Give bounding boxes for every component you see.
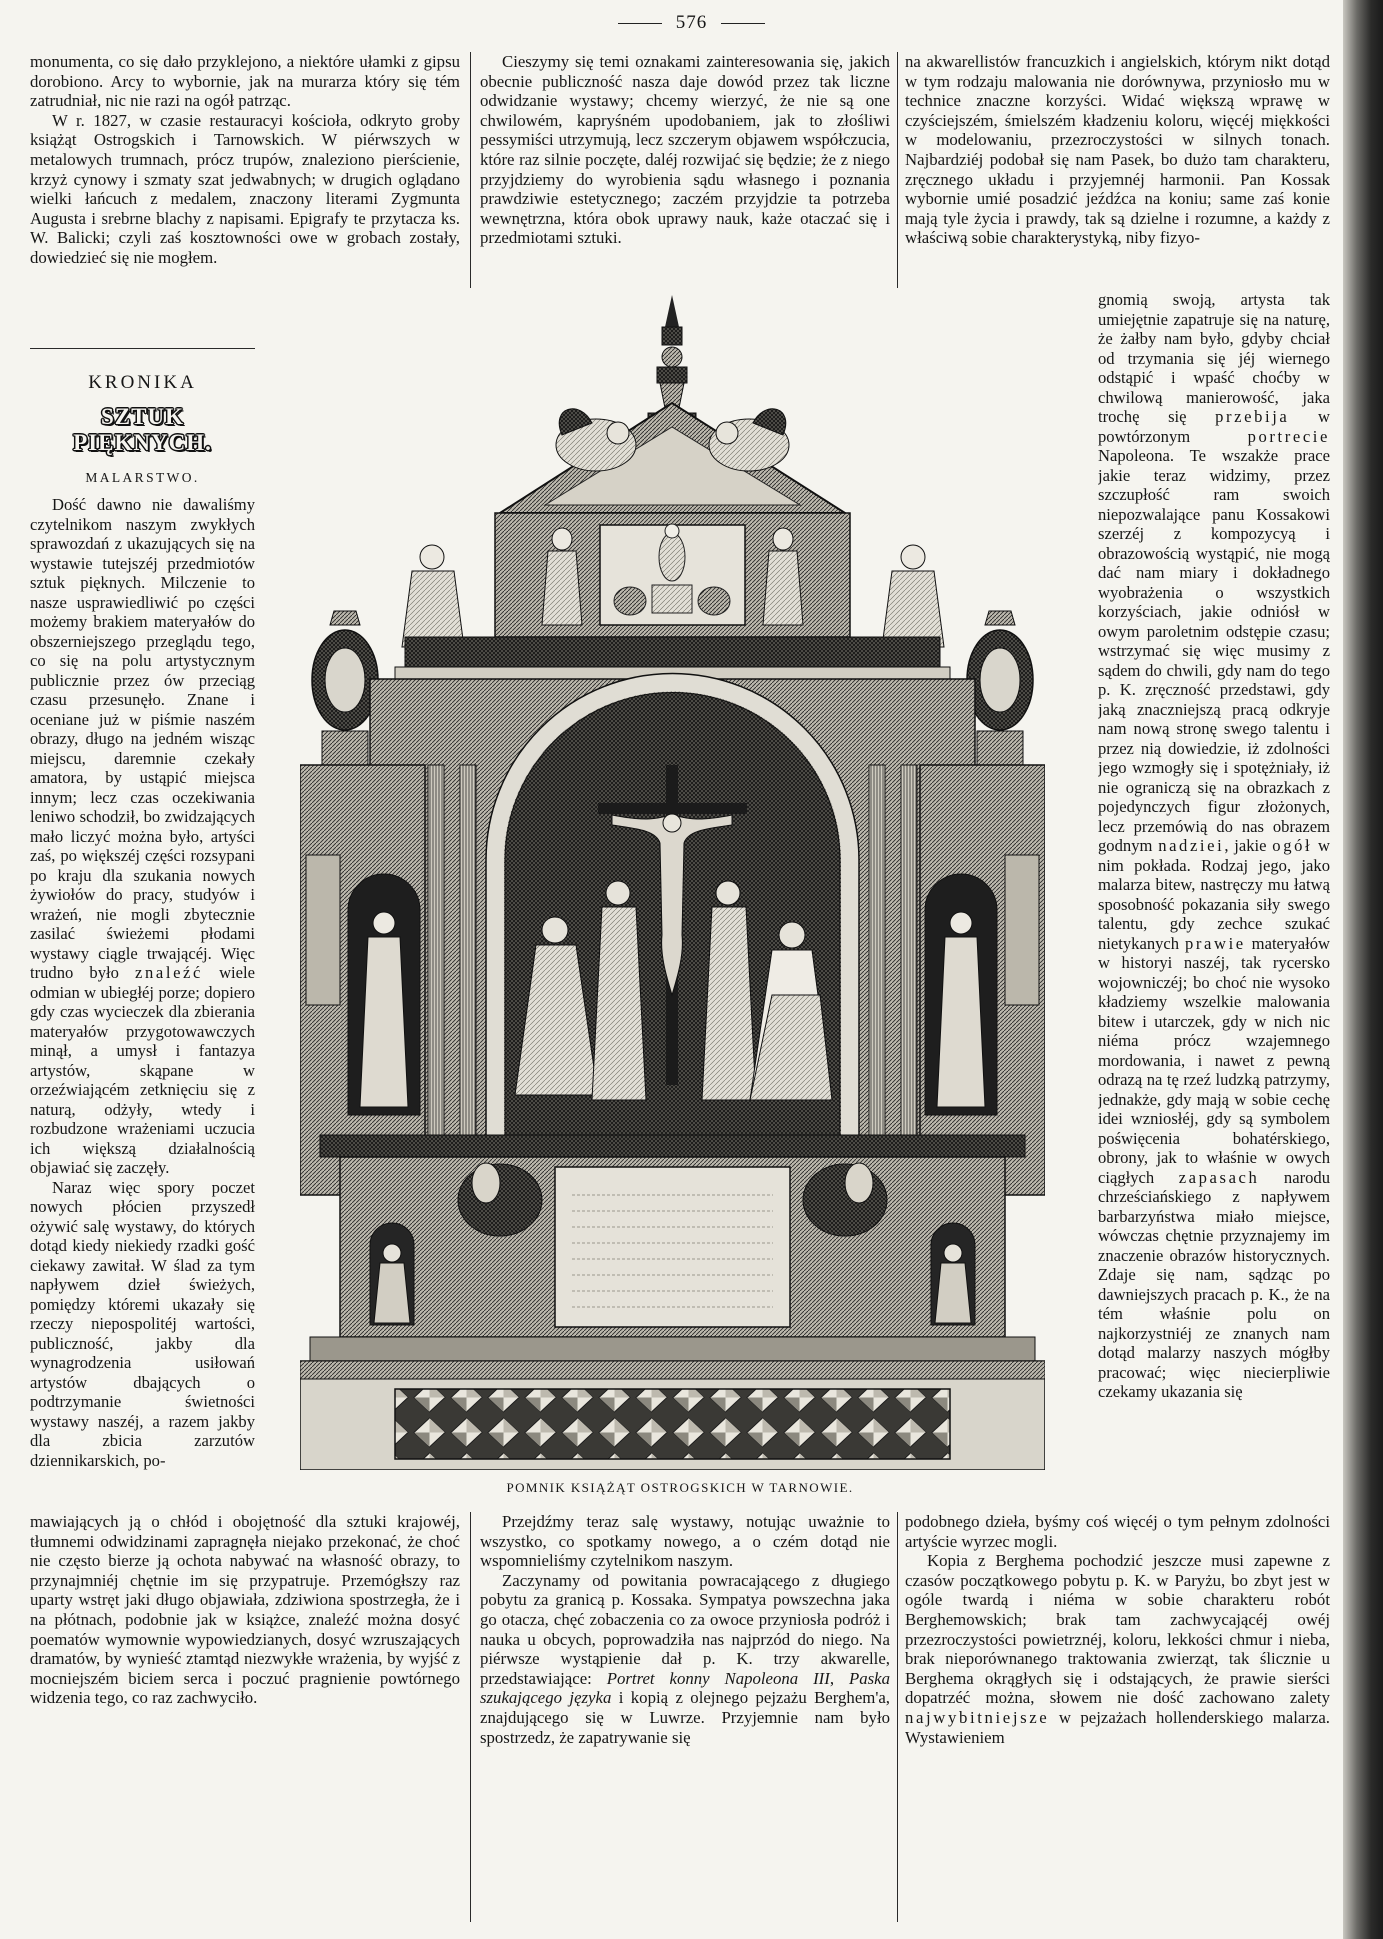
page-number: 576 [675, 12, 708, 33]
text-run: narodu chrześciańskiego z napływem barbarzyństwa miało miejsce, wówczas chętnie przyznajemy im znaczenie obrazów historycznych. Zdaje się nam, sądząc po dawniejszych pracach p. K., że na tém właśnie polu on najkorzystniéj ze znanych nam dotąd malarzy naszych mógłby pracować; więc niecierpliwie czekamy ukazania się [1098, 1167, 1330, 1401]
spaced-emphasis: nadziei [1158, 836, 1225, 855]
binding-gutter-shadow [1343, 0, 1383, 1939]
column-top-middle [480, 52, 890, 288]
base-cornice [310, 1337, 1035, 1361]
text-run: , jakie [1224, 836, 1273, 855]
text-run: gnomią swoją, artysta tak umiejętnie zapatruje się na naturę, że żałby nam było, gdyby chciał od trzymania się jéj wiernego odstąpić i wpaść choćby w chwilową manierowość, jaka trochę się [1098, 290, 1330, 426]
page-number-dash [721, 23, 765, 24]
spaced-emphasis: przebija [1215, 407, 1290, 426]
inscription-tablet [555, 1167, 790, 1327]
column-rule [470, 1512, 471, 1922]
paragraph [30, 1178, 255, 1471]
statue-cornice-right [882, 545, 944, 647]
text-run: materyałów w historyi naszéj, tak rycersko wojowniczéj; bo choć nie wysoko kładziemy wszelkie malowania bitew i utarczek, gdy w nich nic niéma prócz wzajemnego mordowania, i nawet z pewną odrazą na tę rzeź ludzką patrzymy, jednakże, gdy mają w sobie cechę idei wzniosłéj, gdy są symbolem poświęcenia bohatérskiego, obrony, jak to właśnie w owych ciągłych [1098, 933, 1330, 1187]
column-shaft [428, 765, 444, 1135]
column-top-right [905, 52, 1330, 288]
text-run: Przejdźmy teraz salę wystawy, notując uważnie to wszystko, co spotkamy nowego, a o czém dotąd nie wspomnieliśmy czytelnikom naszym. [480, 1512, 890, 1571]
column-shaft [869, 765, 885, 1135]
cherub-left [556, 409, 636, 471]
text-run: Napoleona. Te wszakże prace jakie teraz widzimy, przez szczupłość ram swoich niepozwalające panu Kossakowi szerzéj z kompozycyą i obrazowością wystąpić, nie mogą dać nam miary i dokładnego wyobrażenia o wszystkich korzyściach, jakie odniósł w owym paroletnim odstępie czasu; wstrzymać się więc musimy z sądem do chwili, gdy nam do tego p. K. zręczność przedstawi, gdy jaką znaczniejszą pracą odkryje nam nową stronę swego talentu i przez nią dowiedzie, iż zdolności jego wzmogły się i spotężniały, iż nie ograniczą się na obrazkach z pojedynczych figur złożonych, lecz przemówią do nas obrazem godnym [1098, 446, 1330, 855]
text-run: mawiających ją o chłód i obojętność dla sztuki krajowéj, tłumnemi odwidzinami zapragnęła niejako przekonać, że choć nie często bierze ją ochota nabywać na własność obrazy, to przynajmniéj chętnie im się przypatruje. Przemógłszy raz uparty wstręt jaki długo objawiała, zdziwiona spostrzegła, że i na płótnach, podobnie jak w książce, znaleźć można dosyć poematów wymownie wypowiedzianych, dosyć wzruszających dramatów, by wynieść ztamtąd niezwykłe wrażenia, by wyjść z mocniejszém biciem serca i poczuć pragnienie powtórnego widzenia tego, co raz zachwyciło. [30, 1512, 460, 1708]
paragraph [1098, 290, 1330, 1402]
paragraph [30, 1512, 460, 1708]
middle-cornice [320, 1135, 1025, 1157]
paragraph [905, 1551, 1330, 1747]
statue-lower-right [931, 1223, 975, 1325]
text-run: , [829, 1668, 849, 1688]
text-run: wiele odmian w ubiegłéj porze; dopiero gdy czas wycieczek dla zbierania materyałów przygotowawczych minął, a umysł i fantazya artystów, skąpane w orzeźwiającém zetknięciu się z naturą, odżyły, wtedy i rozbudzone wrażeniami uczucia ich większą działalnością objawiać się zaczęły. [30, 963, 255, 1177]
section-rule [30, 348, 255, 349]
paragraph [480, 1512, 890, 1571]
text-run: Kopia z Berghema pochodzić jeszcze musi zapewne z czasów początkowego pobytu p. K. w Paryżu, bo zbyt jest w ogóle twardą i niéma w sobie charakteru robót Berghemowskich; brak tam zachwycającéj owéj przezroczystości powietrznéj, koloru, lekkości chmur i nieba, brak nieporównanego traktowania zwierząt, tak ślicznie u Berghema okrągłych się i odstających, że prawie sierści dopatrzéć można, słowem nie dość zachowano zalety [905, 1551, 1330, 1708]
text-run: na akwarellistów francuzkich i angielskich, którym nikt dotąd w tym rodzaju malowania nie dorównywa, przyniosło mu w technice znaczne korzyści. Widać większą wprawę w czyściejszém, śmielszém kładzeniu koloru, więcéj miękkości w modelowaniu, przezroczystości w silnych tonach. Najbardziéj podobał się nam Pasek, bo dużo tam charakteru, zręcznego układu i przyjemnéj harmonii. Pan Kossak wybornie umié posadzić jeźdźca na koniu; same zaś konie mają tyle życia i prawdy, tak są dzielne i rozumne, a każdy z właściwą sobie charakterystyką, niby fizyo- [905, 52, 1330, 248]
text-run: w nim pokłada. Rodzaj jego, jako malarza bitew, nastręczy mu łatwą sposobność pokazania siły swego talentu, gdy zechce szukać nietykanych [1098, 836, 1330, 953]
spaced-emphasis: najwybitniejsze [905, 1707, 1050, 1727]
paragraph [30, 52, 460, 111]
column-rule [897, 52, 898, 288]
side-plaque-left [306, 855, 340, 1005]
resurrection-relief [600, 524, 745, 625]
text-run: Zaczynamy od powitania powracającego z długiego pobytu za granicą p. Kossaka. Sympatya powszechna jaka go otacza, chęć zobaczenia co za owoce przyniosła podróż i nauka u obcych, poprowadziła nas najprzód do niego. Na piérwsze wystąpienie dał p. K. trzy akwarelle, przedstawiające: [480, 1570, 890, 1688]
text-run: W r. 1827, w czasie restauracyi kościoła, odkryto groby książąt Ostrogskich i Tarnowskich. W piérwszych w metalowych trumnach, prócz trupów, znaleziono pierścienie, krzyż cynowy i szmaty szat jedwabnych; w drugich oglądano wielki łańcuch z medalem, znaczony literami Zygmunta Augusta i srebrne blachy z napisami. Epigrafy te przytacza ks. W. Balicki; czyli zaś kosztowności owe w grobach zostały, dowiedzieć się nie mogłem. [30, 110, 460, 267]
plinth-molding [300, 1361, 1045, 1379]
plinth-studded-band [395, 1389, 950, 1459]
upper-entablature [405, 637, 940, 667]
column-rule [897, 1512, 898, 1922]
column-right-narrow [1098, 290, 1330, 1500]
side-plaque-right [1005, 855, 1039, 1005]
text-run: Cieszymy się temi oznakami zainteresowania się, jakich obecnie publiczność nasza daje dowód przez tak liczne odwidzanie wystawy; chcemy wierzyć, że nie są one chwilowém, kapryśném upodobaniem, jak to złośliwi pessymiści utrzymują, lecz szczerym objawem współczucia, które raz silnie poczęte, daléj rozwijać się będzie; że z niego przyjdziemy do wyrobienia sądu własnego i poznania prawdziwie estetycznego; zaczém przyjdzie ta potrzeba wewnętrzna, która obok uprawy nauk, każe otaczać się i przedmiotami sztuki. [480, 52, 890, 248]
column-shaft [460, 765, 476, 1135]
page-number-dash [618, 23, 662, 24]
statue-cornice-left [402, 545, 464, 647]
sculpture-horse-right [803, 1163, 887, 1236]
column-shaft [901, 765, 917, 1135]
spaced-emphasis: prawie [1185, 933, 1246, 953]
text-run: i kopią z olejnego pejzażu Berghem'a, znajdującego się w Luwrze. Przyjemnie nam było spostrzedz, że zapatrywanie się [480, 1688, 890, 1747]
cherub-right [709, 409, 789, 471]
paragraph [905, 1512, 1330, 1551]
paragraph [480, 52, 890, 248]
paragraph [480, 1571, 890, 1747]
column-left-narrow [30, 495, 255, 1470]
text-run: Dość dawno nie dawaliśmy czytelnikom naszym zwykłych sprawozdań z ukazujących się na wystawie tutejszéj przedmiotów sztuk pięknych. Milczenie to nasze usprawiedliwić po części możemy brakiem materyałów do obszerniejszego przeglądu tego, co się na polu artystycznym publicznie przez ów przeciąg czasu przesunęło. Znane i oceniane już w piśmie naszém obrazy, długo na jedném wisząc miejscu, daremnie czekały amatora, by ustąpić miejsca innym; lecz czas oczekiwania leniwo schodził, bo zwidzających mało liczyć można było, artyści zaś, po większéj części rozsypani po kraju dla szukania nowych żywiołów do pracy, studyów i wrażeń, nie mogli zbytecznie zasilać świeżemi płodami wystawy ciągle trwającéj. Więc trudno było [30, 495, 255, 982]
column-bottom-right [905, 1512, 1330, 1925]
heraldic-shield-left [312, 611, 378, 771]
paragraph [30, 111, 460, 268]
paragraph [30, 495, 255, 1178]
italic-title: Portret konny Napoleona III [606, 1668, 830, 1688]
sculpture-horse-left [458, 1163, 542, 1236]
text-run: w powtórzonym [1098, 407, 1330, 446]
monument-engraving [300, 295, 1045, 1470]
column-rule [470, 52, 471, 288]
section-subhead: MALARSTWO. [85, 470, 200, 485]
page-header [0, 8, 1383, 38]
section-kicker: KRONIKA [88, 372, 197, 393]
heraldic-shield-right [967, 611, 1033, 771]
figure-caption: POMNIK KSIĄŻĄT OSTROGSKICH W TARNOWIE. [506, 1480, 854, 1495]
section-title: SZTUK PIĘKNYCH. [73, 404, 212, 455]
engraving-figure [300, 295, 1045, 1470]
text-run: Naraz więc spory poczet nowych płócien przyszedł ożywić salę wystawy, do których dotąd kiedy niekiedy rzadki gość ciekawy zawitał. W ślad za tym napływem dzieł świeżych, pomiędzy któremi ukazały się rzeczy niepospolitéj wartości, publiczność, jakby dla wynagrodzenia usiłowań artystów dbających o podtrzymanie świetności wystawy naszéj, a razem jakby dla zbicia zarzutów dziennikarskich, po- [30, 1177, 255, 1470]
spaced-emphasis: portrecie [1247, 426, 1330, 446]
statue-lower-left [370, 1223, 414, 1325]
column-bottom-middle [480, 1512, 890, 1925]
italic-title: Paska szukającego języka [480, 1668, 890, 1708]
text-run: w pejzażach hollenderskiego malarza. Wystawieniem [905, 1707, 1330, 1747]
spaced-emphasis: zapasach [1178, 1167, 1260, 1187]
spaced-emphasis: znaleźć [135, 963, 203, 982]
text-run: podobnego dzieła, byśmy coś więcéj o tym pełnym zdolności artyście wyrzec mogli. [905, 1512, 1330, 1551]
paragraph [905, 52, 1330, 248]
spaced-emphasis: ogół [1272, 836, 1313, 855]
text-run: monumenta, co się dało przyklejono, a niektóre ułamki z gipsu dorobiono. Arcy to wybornie, jak na murarza który się tém zatrudniał, nic nie razi na ogół patrząc. [30, 52, 460, 111]
column-bottom-left [30, 1512, 460, 1925]
